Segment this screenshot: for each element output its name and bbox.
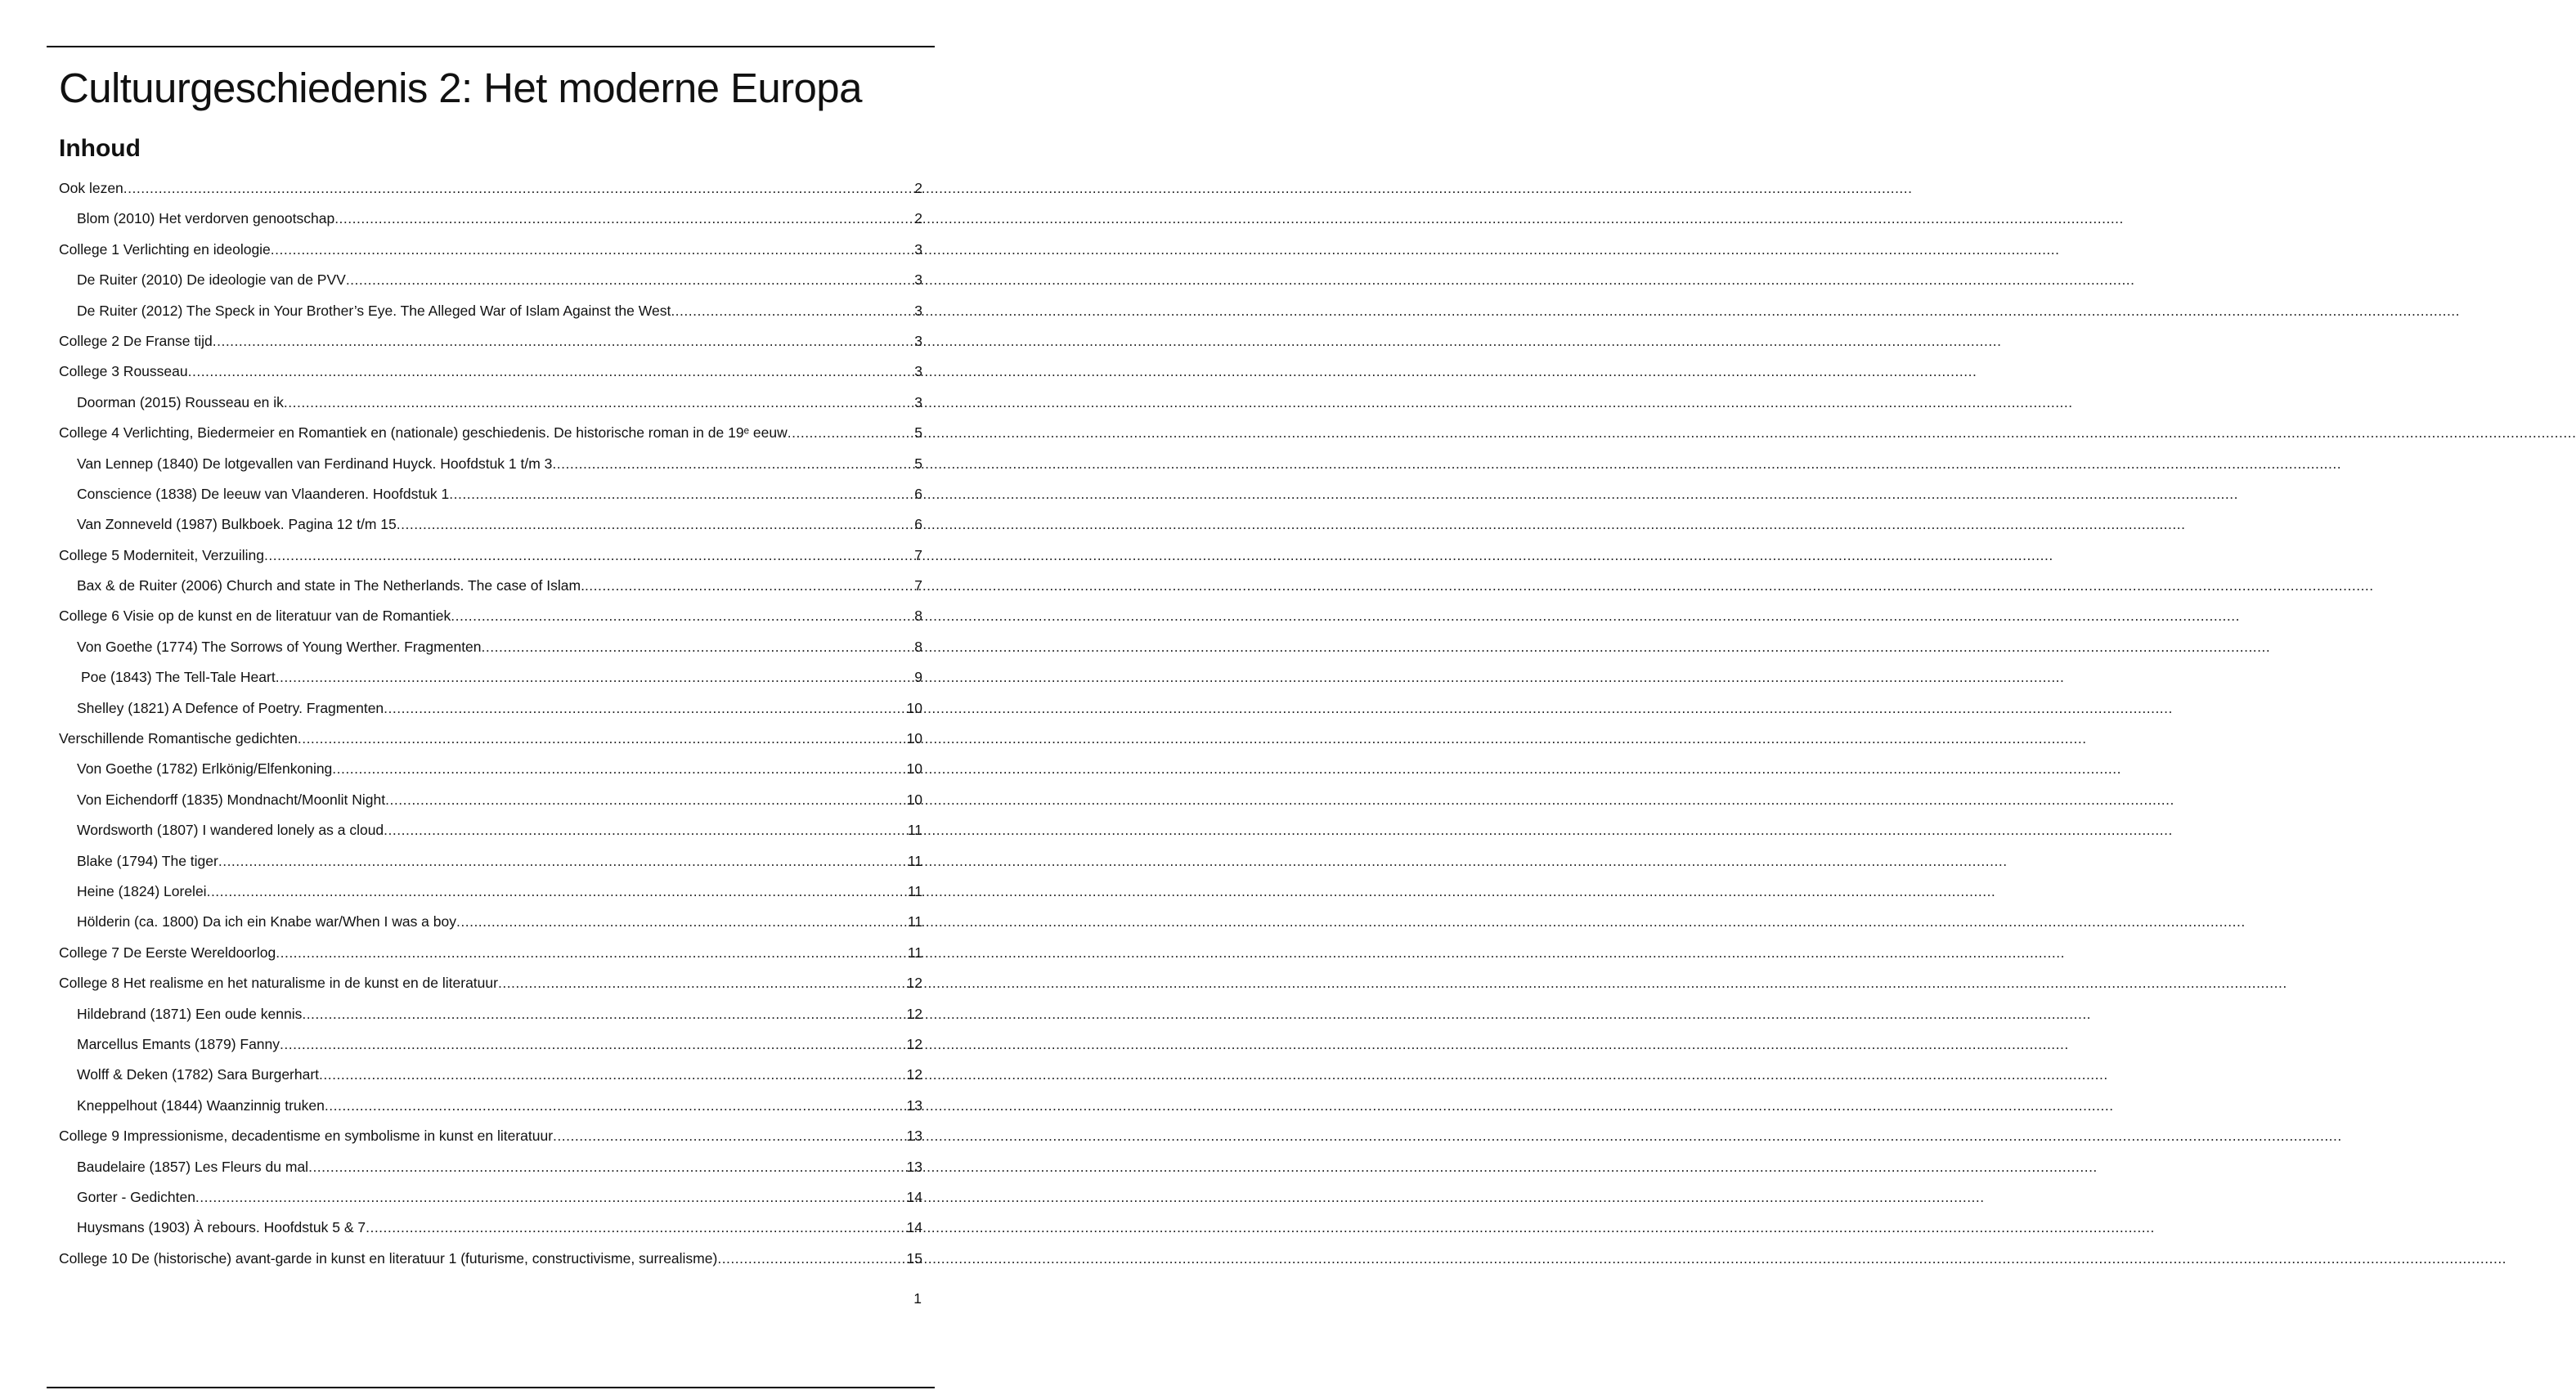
toc-entry-section[interactable] xyxy=(59,1091,922,1121)
toc-entry-page: 12 xyxy=(906,1005,922,1022)
toc-entry-text: College 5 Moderniteit, Verzuiling xyxy=(59,546,264,563)
toc-entry-section[interactable] xyxy=(59,449,922,479)
toc-entry-page: 10 xyxy=(906,791,922,808)
toc-entry-text: Blake (1794) The tiger xyxy=(77,852,218,869)
toc-entry-section[interactable] xyxy=(59,999,922,1029)
toc-entry-section[interactable] xyxy=(59,662,922,693)
toc-dot-leader xyxy=(384,815,907,845)
toc-entry-section[interactable] xyxy=(59,571,922,601)
toc-entry-page: 14 xyxy=(906,1188,922,1205)
table-of-contents xyxy=(59,173,922,1274)
toc-entry-page: 3 xyxy=(914,302,922,319)
toc-entry-page: 2 xyxy=(914,180,922,196)
top-rule xyxy=(47,46,935,47)
toc-entry-page: 11 xyxy=(907,822,922,839)
toc-dot-leader xyxy=(276,938,907,968)
toc-dot-leader xyxy=(195,1182,906,1213)
toc-heading: Inhoud xyxy=(59,135,141,162)
toc-dot-leader xyxy=(385,785,905,815)
toc-entry-page: 11 xyxy=(907,852,922,869)
toc-entry-text: Van Lennep (1840) De lotgevallen van Ferdinand Huyck. Hoofdstuk 1 t/m 3 xyxy=(77,455,553,472)
toc-entry-section[interactable] xyxy=(59,785,922,815)
toc-dot-leader xyxy=(218,846,907,877)
toc-entry-page: 12 xyxy=(906,975,922,992)
toc-entry-text: Verschillende Romantische gedichten xyxy=(59,730,298,747)
toc-entry-page: 11 xyxy=(907,913,922,930)
toc-entry-text: Marcellus Emants (1879) Fanny xyxy=(77,1035,280,1052)
toc-entry-chapter[interactable] xyxy=(59,356,922,387)
toc-entry-page: 13 xyxy=(906,1158,922,1175)
toc-entry-text: College 8 Het realisme en het naturalisme in de kunst en de literatuur xyxy=(59,975,498,992)
toc-entry-text: College 9 Impressionisme, decadentisme en symbolisme in kunst en literatuur xyxy=(59,1128,554,1145)
toc-entry-page: 5 xyxy=(914,424,922,442)
toc-entry-page: 14 xyxy=(906,1219,922,1236)
toc-entry-text: Blom (2010) Het verdorven genootschap xyxy=(77,210,335,227)
toc-entry-section[interactable] xyxy=(59,204,922,234)
toc-dot-leader xyxy=(671,296,913,326)
toc-entry-page: 3 xyxy=(914,240,922,258)
toc-entry-chapter[interactable] xyxy=(59,968,922,998)
toc-entry-section[interactable] xyxy=(59,754,922,784)
toc-entry-text: Conscience (1838) De leeuw van Vlaanderen. Hoofdstuk 1 xyxy=(77,485,450,502)
toc-entry-section[interactable] xyxy=(59,296,922,326)
toc-entry-page: 3 xyxy=(914,393,922,410)
toc-entry-text: De Ruiter (2010) De ideologie van de PVV xyxy=(77,271,346,289)
toc-entry-text: College 4 Verlichting, Biedermeier en Romantiek en (nationale) geschiedenis. De historische roman in de 19ᵉ eeuw xyxy=(59,424,788,442)
toc-dot-leader xyxy=(498,968,906,998)
toc-dot-leader xyxy=(284,388,913,418)
toc-entry-section[interactable] xyxy=(59,1182,922,1213)
toc-entry-section[interactable] xyxy=(59,388,922,418)
toc-entry-text: Gorter - Gedichten xyxy=(77,1188,195,1205)
toc-entry-text: Von Eichendorff (1835) Mondnacht/Moonlit Night xyxy=(77,791,386,808)
toc-entry-page: 6 xyxy=(914,516,922,533)
toc-dot-leader xyxy=(397,509,914,540)
bottom-rule xyxy=(47,1387,935,1388)
toc-entry-page: 3 xyxy=(914,271,922,289)
toc-dot-leader xyxy=(280,1029,906,1060)
toc-entry-page: 3 xyxy=(914,363,922,380)
toc-dot-leader xyxy=(366,1213,905,1243)
toc-entry-page: 10 xyxy=(906,699,922,716)
toc-entry-section[interactable] xyxy=(59,693,922,724)
toc-entry-page: 8 xyxy=(914,638,922,655)
toc-entry-page: 8 xyxy=(914,608,922,625)
toc-entry-section[interactable] xyxy=(59,1060,922,1090)
toc-dot-leader xyxy=(308,1152,905,1182)
toc-dot-leader xyxy=(334,204,913,234)
toc-dot-leader xyxy=(384,693,905,724)
toc-entry-chapter[interactable] xyxy=(59,724,922,754)
toc-entry-text: Heine (1824) Lorelei xyxy=(77,882,207,899)
toc-dot-leader xyxy=(585,571,913,601)
toc-entry-chapter[interactable] xyxy=(59,326,922,356)
toc-entry-text: College 6 Visie op de kunst en de literatuur van de Romantiek xyxy=(59,608,451,625)
toc-entry-page: 13 xyxy=(906,1128,922,1145)
toc-entry-page: 10 xyxy=(906,760,922,778)
toc-entry-page: 7 xyxy=(914,546,922,563)
toc-entry-section[interactable] xyxy=(59,846,922,877)
toc-entry-section[interactable] xyxy=(59,1029,922,1060)
toc-entry-chapter[interactable] xyxy=(59,938,922,968)
toc-dot-leader xyxy=(207,877,907,907)
toc-dot-leader xyxy=(319,1060,906,1090)
toc-entry-text: College 10 De (historische) avant-garde in kunst en literatuur 1 (futurisme, constructivisme, surrealisme) xyxy=(59,1249,718,1267)
toc-entry-text: College 2 De Franse tijd xyxy=(59,332,213,349)
toc-entry-page: 5 xyxy=(914,455,922,472)
toc-dot-leader xyxy=(264,540,913,571)
toc-dot-leader xyxy=(325,1091,906,1121)
toc-entry-text: Wolff & Deken (1782) Sara Burgerhart xyxy=(77,1066,320,1083)
toc-entry-page: 3 xyxy=(914,332,922,349)
toc-dot-leader xyxy=(276,662,914,693)
toc-entry-text: Doorman (2015) Rousseau en ik xyxy=(77,393,284,410)
toc-entry-text: Poe (1843) The Tell-Tale Heart xyxy=(81,669,276,686)
toc-entry-chapter[interactable] xyxy=(59,1121,922,1151)
toc-dot-leader xyxy=(123,173,913,204)
toc-dot-leader xyxy=(188,356,914,387)
toc-entry-page: 10 xyxy=(906,730,922,747)
toc-entry-text: De Ruiter (2012) The Speck in Your Brother’s Eye. The Alleged War of Islam Against the West xyxy=(77,302,671,319)
toc-entry-section[interactable] xyxy=(59,1152,922,1182)
toc-entry-chapter[interactable] xyxy=(59,540,922,571)
toc-dot-leader xyxy=(451,601,913,631)
toc-entry-page: 9 xyxy=(914,669,922,686)
toc-dot-leader xyxy=(553,1121,905,1151)
toc-entry-page: 6 xyxy=(914,485,922,502)
toc-entry-text: Shelley (1821) A Defence of Poetry. Fragmenten xyxy=(77,699,384,716)
toc-dot-leader xyxy=(449,479,913,509)
toc-entry-section[interactable] xyxy=(59,815,922,845)
toc-entry-chapter[interactable] xyxy=(59,1244,922,1274)
toc-entry-text: Von Goethe (1782) Erlkönig/Elfenkoning xyxy=(77,760,333,778)
toc-entry-text: Huysmans (1903) À rebours. Hoofdstuk 5 & 7 xyxy=(77,1219,366,1236)
toc-entry-section[interactable] xyxy=(59,509,922,540)
toc-entry-section[interactable] xyxy=(59,632,922,662)
toc-dot-leader xyxy=(717,1244,905,1274)
toc-entry-text: College 7 De Eerste Wereldoorlog xyxy=(59,944,276,961)
toc-entry-text: Von Goethe (1774) The Sorrows of Young Werther. Fragmenten xyxy=(77,638,482,655)
toc-dot-leader xyxy=(332,754,905,784)
toc-dot-leader xyxy=(456,907,907,937)
toc-dot-leader xyxy=(302,999,905,1029)
toc-dot-leader xyxy=(271,235,913,265)
toc-entry-page: 12 xyxy=(906,1035,922,1052)
toc-dot-leader xyxy=(788,418,914,448)
toc-entry-page: 7 xyxy=(914,577,922,594)
toc-entry-text: Hölderin (ca. 1800) Da ich ein Knabe war/When I was a boy xyxy=(77,913,456,930)
toc-entry-page: 13 xyxy=(906,1096,922,1114)
toc-entry-section[interactable] xyxy=(59,877,922,907)
toc-entry-page: 11 xyxy=(907,944,922,961)
toc-entry-text: Hildebrand (1871) Een oude kennis xyxy=(77,1005,303,1022)
toc-entry-chapter[interactable] xyxy=(59,418,922,448)
toc-entry-section[interactable] xyxy=(59,479,922,509)
toc-entry-text: College 3 Rousseau xyxy=(59,363,188,380)
toc-dot-leader xyxy=(346,265,913,295)
toc-dot-leader xyxy=(213,326,914,356)
toc-dot-leader xyxy=(298,724,906,754)
toc-entry-section[interactable] xyxy=(59,1213,922,1243)
toc-entry-chapter[interactable] xyxy=(59,601,922,631)
page-number: 1 xyxy=(913,1290,922,1307)
toc-entry-text: Wordsworth (1807) I wandered lonely as a cloud xyxy=(77,822,384,839)
toc-entry-chapter[interactable] xyxy=(59,173,922,204)
toc-entry-section[interactable] xyxy=(59,907,922,937)
toc-entry-text: Ook lezen xyxy=(59,180,123,196)
toc-entry-page: 2 xyxy=(914,210,922,227)
toc-dot-leader xyxy=(482,632,914,662)
toc-entry-section[interactable] xyxy=(59,265,922,295)
toc-entry-text: Kneppelhout (1844) Waanzinnig truken xyxy=(77,1096,325,1114)
toc-entry-page: 11 xyxy=(907,882,922,899)
toc-entry-page: 15 xyxy=(906,1249,922,1267)
document-title: Cultuurgeschiedenis 2: Het moderne Europa xyxy=(59,65,862,111)
toc-entry-text: Bax & de Ruiter (2006) Church and state in The Netherlands. The case of Islam. xyxy=(77,577,585,594)
toc-entry-text: Van Zonneveld (1987) Bulkboek. Pagina 12 t/m 15 xyxy=(77,516,397,533)
toc-entry-text: Baudelaire (1857) Les Fleurs du mal xyxy=(77,1158,309,1175)
toc-entry-text: College 1 Verlichting en ideologie xyxy=(59,240,271,258)
toc-dot-leader xyxy=(552,449,913,479)
toc-entry-page: 12 xyxy=(906,1066,922,1083)
toc-entry-chapter[interactable] xyxy=(59,235,922,265)
